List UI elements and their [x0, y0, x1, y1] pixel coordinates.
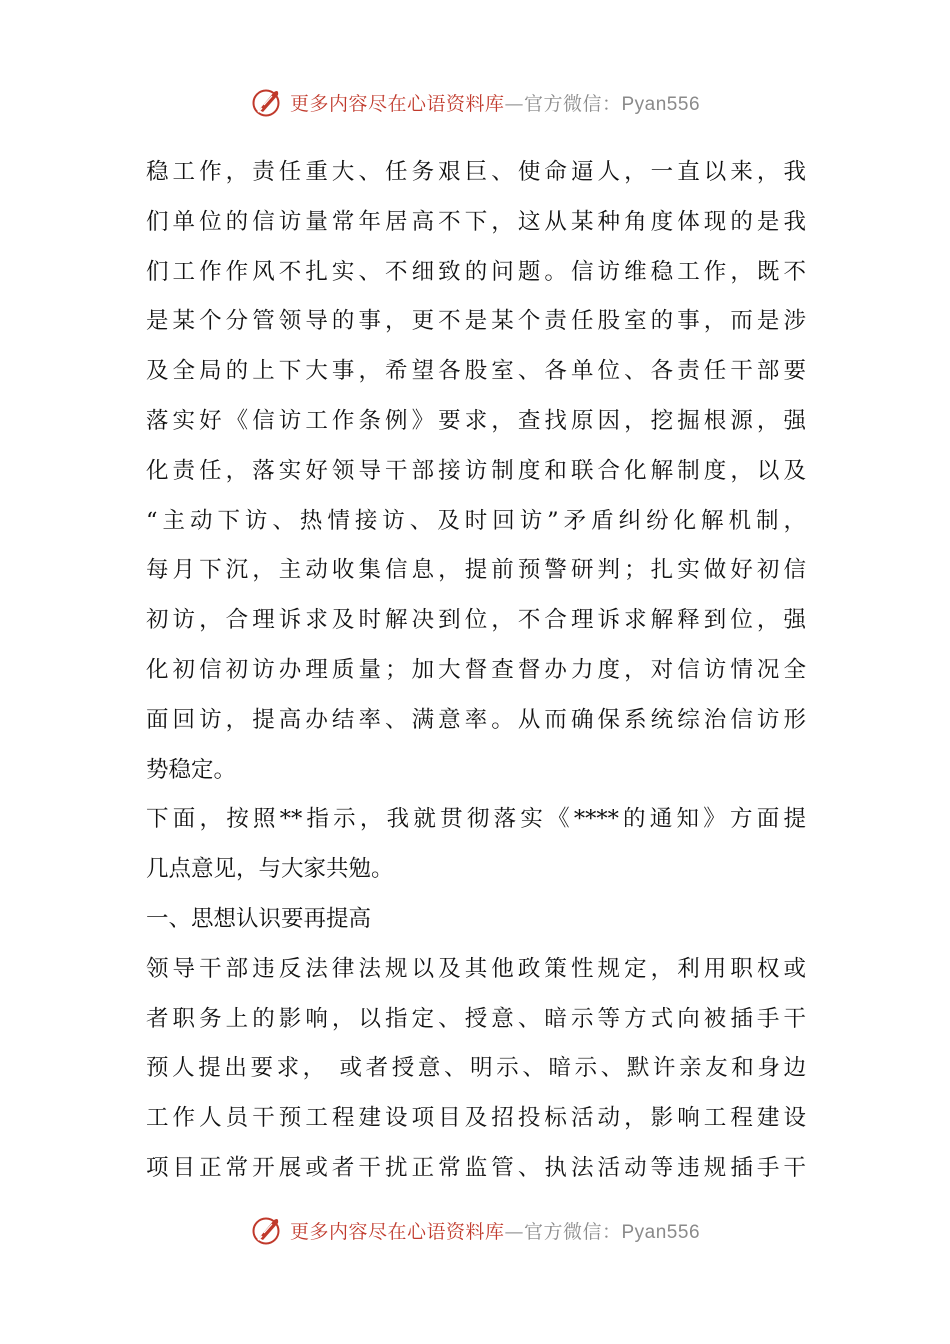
section-heading: 一、思想认识要再提高: [146, 905, 372, 932]
body-line: 几点意见，与大家共勉。: [146, 856, 394, 883]
header-banner-content: [250, 85, 700, 119]
body-line: 势稳定。: [146, 756, 237, 783]
footer-banner-content: [250, 1213, 700, 1247]
body-line: 每月下沉，主动收集信息，提前预警研判；扎实做好初信: [146, 557, 806, 584]
body-line: 预人提出要求， 或者授意、明示、暗示、默许亲友和身边: [146, 1055, 806, 1082]
header-dash: —: [504, 92, 524, 115]
header-wechat-label: 官方微信：: [523, 92, 622, 115]
footer-wechat-label: 官方微信：: [523, 1220, 622, 1243]
body-line: 者职务上的影响，以指定、授意、暗示等方式向被插手干: [146, 1005, 806, 1032]
document-body: [146, 148, 806, 1194]
body-line: 工作人员干预工程建设项目及招投标活动，影响工程建设: [146, 1105, 806, 1132]
footer-banner-text: [290, 1217, 700, 1244]
body-line: “主动下访、热情接访、及时回访”矛盾纠纷化解机制，: [146, 507, 806, 534]
footer-site-name: 更多内容尽在心语资料库: [289, 1220, 505, 1243]
body-line: 化责任，落实好领导干部接访制度和联合化解制度，以及: [146, 457, 806, 484]
body-line: 下面，按照**指示，我就贯彻落实《****的通知》方面提: [146, 806, 806, 833]
footer-dash: —: [504, 1220, 524, 1243]
body-line: 稳工作，责任重大、任务艰巨、使命逼人，一直以来，我: [146, 159, 806, 185]
quill-logo-icon: [250, 85, 284, 119]
header-banner: [0, 82, 950, 122]
body-line: 面回访，提高办结率、满意率。从而确保系统综治信访形: [146, 706, 806, 733]
body-line: 初访，合理诉求及时解决到位，不合理诉求解释到位，强: [146, 607, 806, 634]
header-wechat-id: Pyan556: [621, 93, 701, 115]
body-line: 化初信初访办理质量；加大督查督办力度，对信访情况全: [146, 656, 806, 683]
footer-wechat-id: Pyan556: [621, 1221, 701, 1243]
header-site-name: 更多内容尽在心语资料库: [289, 92, 505, 115]
body-line: 落实好《信访工作条例》要求，查找原因，挖掘根源，强: [146, 407, 806, 434]
footer-banner: [0, 1210, 950, 1250]
body-line: 项目正常开展或者干扰正常监管、执法活动等违规插手干: [146, 1154, 806, 1181]
body-line: 及全局的上下大事，希望各股室、各单位、各责任干部要: [146, 358, 806, 385]
body-line: 是某个分管领导的事，更不是某个责任股室的事，而是涉: [146, 308, 806, 335]
quill-logo-icon: [250, 1213, 284, 1247]
header-banner-text: [290, 89, 700, 116]
body-line: 们单位的信访量常年居高不下，这从某种角度体现的是我: [146, 208, 806, 235]
body-line: 领导干部违反法律法规以及其他政策性规定，利用职权或: [146, 955, 806, 982]
body-line: 们工作作风不扎实、不细致的问题。信访维稳工作，既不: [146, 258, 806, 285]
